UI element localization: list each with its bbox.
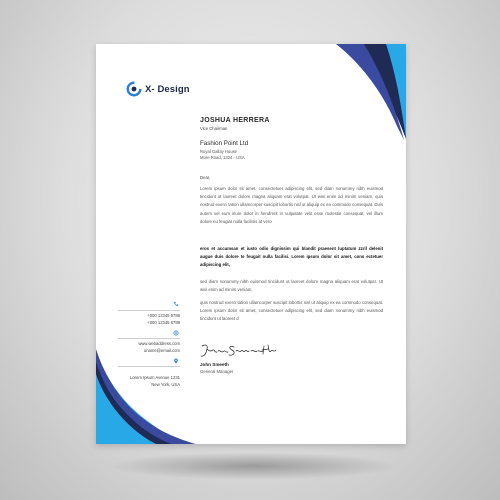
web-block — [138, 340, 180, 354]
signatory-title: General Manager — [200, 369, 234, 374]
signatory-name: John Smeeth — [200, 362, 229, 367]
body-paragraph-1: Lorem ipsum dolor sit amet, consectetuer adipiscing elit, sed diam nonummy nibh euismod tincidunt ut laoreet dolore magna aliquam erat volutpat. Ut wisi enim ad minim veniam, quis nostrud exerci tation ullamcorper suscipit lobortis nisl ut aliquip ex ea commodo consequat. Duis autem vel eum iriure dolor in hendrerit in vulputate velit esse molestie consequat, vel illum dolore eu feugiat nulla facilisis at vero — [200, 186, 383, 224]
contact-address-line1: Lorem Ipsum Avenue 1231 — [130, 375, 180, 380]
body-paragraph-4: quis nostrud exerci tation ullamcorper suscipit lobortis nisl ut aliquip ex ea commodo consequat. Lorem ipsum dolor sit amet, consectetuer adipiscing elit, sed diam nonummy nibh euismod tincidunt ut laoreet d — [200, 300, 383, 322]
company-logo — [126, 81, 190, 97]
phone-number-2: +000 12345 6789 — [147, 320, 180, 325]
letterhead-sheet — [96, 44, 406, 444]
website-text: www.webaddress.com — [138, 341, 180, 346]
phone-number-1: +000 12345 6789 — [147, 313, 180, 318]
sender-name: JOSHUA HERRERA — [200, 117, 270, 124]
sender-role: Vice Chairman — [200, 126, 228, 131]
email-text: uname@email.com — [143, 348, 180, 353]
handwritten-signature — [198, 342, 278, 360]
contact-divider — [118, 366, 180, 367]
paper-shadow — [108, 452, 398, 480]
contact-divider — [118, 310, 180, 311]
x-design-logo-icon — [126, 81, 142, 97]
logo-text: X- Design — [145, 83, 190, 95]
phone-icon — [173, 301, 179, 307]
sender-address — [200, 149, 245, 160]
location-pin-icon — [173, 358, 179, 364]
contact-divider — [118, 338, 180, 339]
body-paragraph-2: eros et accumsan et iusto odio dignissim qui blandit praesent luptatum zzril delenit augue duis dolore te feugait nulla facilisi. Lorem ipsum dolor sit amet, cons ectetuer adipiscing elit, — [200, 246, 383, 268]
sender-address-line2: More Road, 1324 - USA — [200, 154, 245, 160]
body-paragraph-3: sed diam nonummy nibh euismod tincidunt ut laoreet dolore magna aliquam erat volutpat. Ut wisi enim ad minim veniam, — [200, 279, 383, 293]
salutation: Dear, — [200, 175, 211, 180]
phone-block — [147, 312, 180, 326]
address-block — [130, 374, 180, 388]
globe-icon — [173, 330, 179, 336]
sender-address-line1: Royal Gallay House — [200, 149, 238, 154]
contact-address-line2: New York, USA — [151, 382, 180, 387]
sender-company: Fashion Point Ltd — [200, 140, 249, 147]
